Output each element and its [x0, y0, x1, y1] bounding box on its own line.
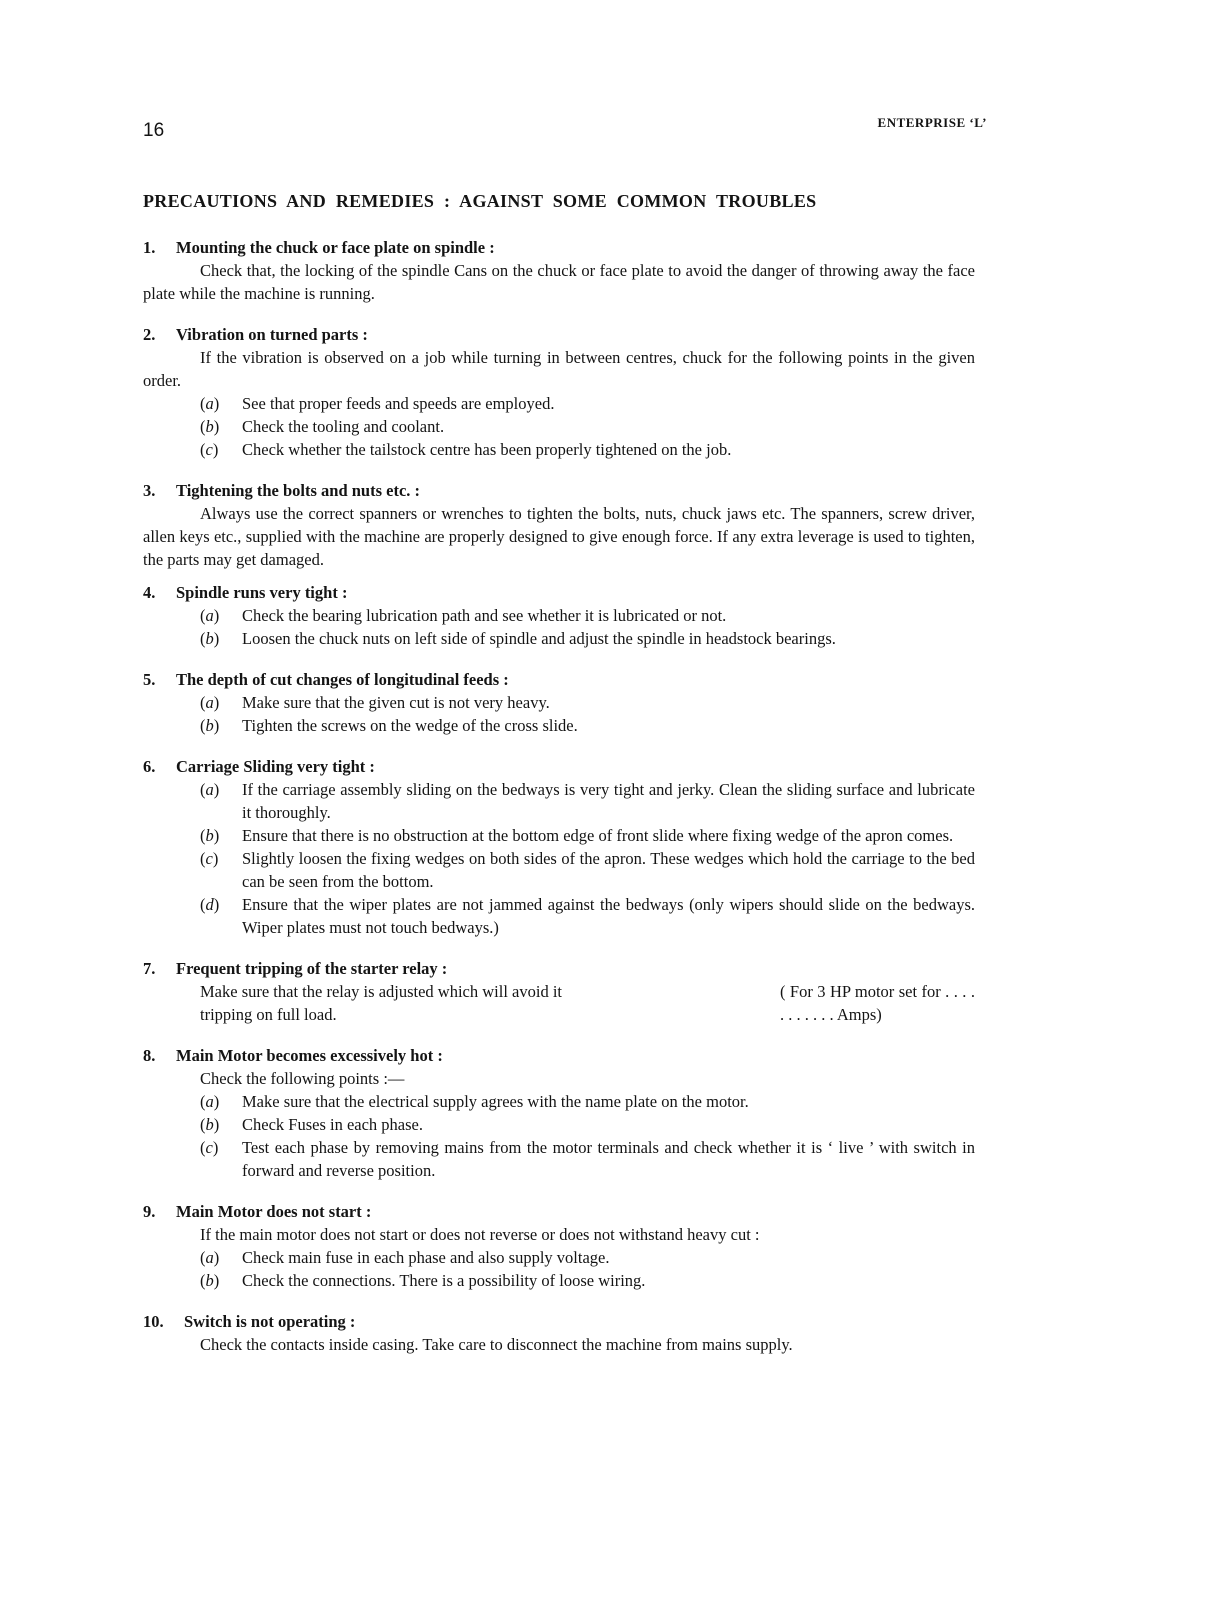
section-heading [143, 1200, 975, 1223]
section-text: Check the following points :— [200, 1069, 405, 1088]
list-item [143, 893, 975, 939]
section-number: 2. [143, 325, 156, 344]
list-item [143, 438, 975, 461]
item-label: (a) [200, 394, 220, 413]
section-heading [143, 323, 975, 346]
list-item [143, 824, 975, 847]
section-title: The depth of cut changes of longitudinal feeds : [176, 670, 509, 689]
section-number: 1. [143, 238, 156, 257]
item-text: If the carriage assembly sliding on the bedways is very tight and jerky. Clean the sliding surface and lubricate it thoroughly. [242, 780, 975, 822]
list-item [143, 1246, 975, 1269]
list-item [143, 847, 975, 893]
section-4 [143, 581, 975, 650]
section-heading [143, 236, 975, 259]
section-number: 6. [143, 757, 156, 776]
item-text: Check the connections. There is a possibility of loose wiring. [242, 1271, 646, 1290]
item-text: Ensure that the wiper plates are not jammed against the bedways (only wipers should slide on the bedways. Wiper plates must not touch bedways.) [242, 895, 975, 937]
list-item [143, 714, 975, 737]
item-text: Check the bearing lubrication path and see whether it is lubricated or not. [242, 606, 727, 625]
section-title: Main Motor does not start : [176, 1202, 372, 1221]
item-label: (a) [200, 780, 220, 799]
section-5 [143, 668, 975, 737]
section-number: 10. [143, 1312, 164, 1331]
list-item [143, 1113, 975, 1136]
section-heading [143, 668, 975, 691]
item-label: (b) [200, 716, 220, 735]
list-item [143, 691, 975, 714]
section-text: If the main motor does not start or does not reverse or does not withstand heavy cut : [200, 1225, 760, 1244]
list-item [143, 1136, 975, 1182]
item-label: (c) [200, 1138, 219, 1157]
item-label: (c) [200, 849, 219, 868]
troubleshooting-list [143, 236, 975, 1374]
section-9 [143, 1200, 975, 1292]
section-title: Mounting the chuck or face plate on spindle : [176, 238, 495, 257]
item-text: Check the tooling and coolant. [242, 417, 445, 436]
section-text: Check that, the locking of the spindle Cans on the chuck or face plate to avoid the danger of throwing away the face plate while the machine is running. [143, 261, 975, 303]
relay-instruction: Make sure that the relay is adjusted which will avoid it tripping on full load. [200, 982, 562, 1024]
section-title: Switch is not operating : [184, 1312, 356, 1331]
item-label: (a) [200, 693, 220, 712]
section-number: 7. [143, 959, 156, 978]
section-8 [143, 1044, 975, 1182]
item-text: Make sure that the given cut is not very heavy. [242, 693, 550, 712]
item-label: (a) [200, 1092, 220, 1111]
section-heading [143, 1310, 975, 1333]
item-label: (a) [200, 606, 220, 625]
section-number: 5. [143, 670, 156, 689]
list-item [143, 415, 975, 438]
list-item [143, 604, 975, 627]
section-number: 8. [143, 1046, 156, 1065]
item-label: (b) [200, 1271, 220, 1290]
item-text: Check whether the tailstock centre has been properly tightened on the job. [242, 440, 732, 459]
item-label: (b) [200, 1115, 220, 1134]
item-label: (b) [200, 826, 220, 845]
running-header: ENTERPRISE ‘L’ [877, 115, 987, 130]
item-text: Loosen the chuck nuts on left side of spindle and adjust the spindle in headstock bearings. [242, 629, 836, 648]
item-text: Make sure that the electrical supply agrees with the name plate on the motor. [242, 1092, 749, 1111]
section-number: 9. [143, 1202, 156, 1221]
item-text: Check main fuse in each phase and also supply voltage. [242, 1248, 610, 1267]
section-heading [143, 755, 975, 778]
section-text: If the vibration is observed on a job while turning in between centres, chuck for the following points in the given order. [143, 348, 975, 390]
list-item [143, 627, 975, 650]
section-10 [143, 1310, 975, 1356]
section-7 [143, 957, 975, 1026]
item-text: Slightly loosen the fixing wedges on both sides of the apron. These wedges which hold the carriage to the bed can be seen from the bottom. [242, 849, 975, 891]
section-6 [143, 755, 975, 939]
section-title: Tightening the bolts and nuts etc. : [176, 481, 421, 500]
section-title: Vibration on turned parts : [176, 325, 368, 344]
item-text: Tighten the screws on the wedge of the cross slide. [242, 716, 578, 735]
item-text: Ensure that there is no obstruction at the bottom edge of front slide where fixing wedge of the apron comes. [242, 826, 954, 845]
list-item [143, 392, 975, 415]
list-item [143, 1269, 975, 1292]
item-text: Check Fuses in each phase. [242, 1115, 423, 1134]
item-label: (d) [200, 895, 220, 914]
item-text: Test each phase by removing mains from the motor terminals and check whether it is ‘ live ’ with switch in forward and reverse position. [242, 1138, 975, 1180]
relay-note [143, 980, 975, 1026]
section-heading [143, 479, 975, 502]
section-2 [143, 323, 975, 461]
section-heading [143, 957, 975, 980]
section-heading [143, 581, 975, 604]
section-title: Frequent tripping of the starter relay : [176, 959, 448, 978]
relay-setting: ( For 3 HP motor set for . . . . . . . . . . . Amps) [780, 982, 975, 1024]
item-label: (b) [200, 417, 220, 436]
list-item [143, 778, 975, 824]
section-text: Always use the correct spanners or wrenches to tighten the bolts, nuts, chuck jaws etc. The spanners, screw driver, allen keys etc., supplied with the machine are properly designed to give enough force. If any extra leverage is used to tighten, the parts may get damaged. [143, 504, 975, 569]
page-title: PRECAUTIONS AND REMEDIES : AGAINST SOME COMMON TROUBLES [143, 191, 817, 211]
section-title: Main Motor becomes excessively hot : [176, 1046, 443, 1065]
item-label: (a) [200, 1248, 220, 1267]
section-heading [143, 1044, 975, 1067]
section-number: 3. [143, 481, 156, 500]
section-title: Spindle runs very tight : [176, 583, 348, 602]
item-text: See that proper feeds and speeds are employed. [242, 394, 555, 413]
section-title: Carriage Sliding very tight : [176, 757, 375, 776]
page-number: 16 [143, 120, 165, 141]
section-text: Check the contacts inside casing. Take care to disconnect the machine from mains supply. [200, 1335, 793, 1354]
section-3 [143, 479, 975, 571]
section-1 [143, 236, 975, 305]
item-label: (b) [200, 629, 220, 648]
item-label: (c) [200, 440, 219, 459]
section-number: 4. [143, 583, 156, 602]
list-item [143, 1090, 975, 1113]
